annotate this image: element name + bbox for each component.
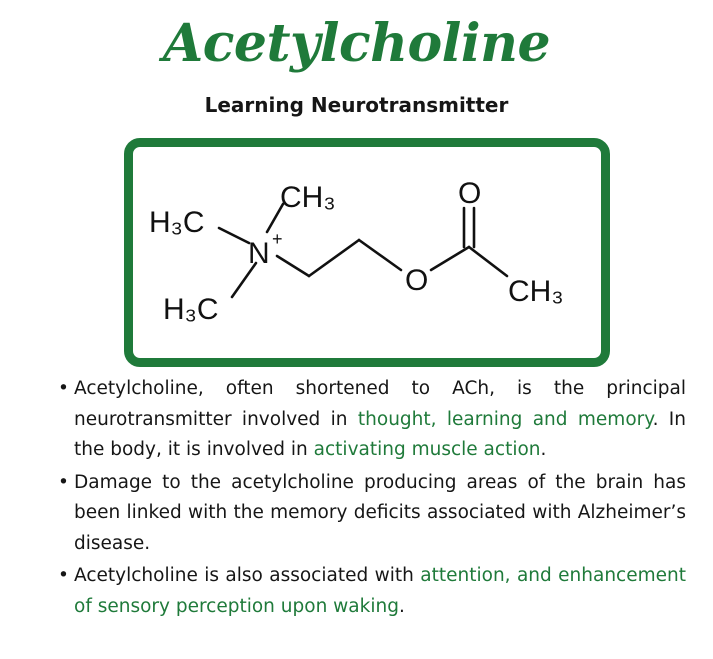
acetylcholine-structure — [133, 147, 601, 358]
page-subtitle: Learning Neurotransmitter — [204, 93, 509, 117]
ch3-right-label: CH₃ — [508, 275, 564, 308]
structure-frame — [124, 138, 610, 367]
fact-text: Damage to the acetylcholine producing areas of the brain has been linked with the memory deficits associated with Alzheimer’s disease. — [74, 471, 686, 554]
fact-text: . — [540, 439, 547, 460]
bond-o-c — [431, 247, 469, 270]
page-title: Acetylcholine — [162, 13, 551, 74]
fact-list — [58, 374, 686, 624]
fact-text: Acetylcholine is also associated with — [74, 565, 421, 586]
highlight-text: attention, and enhancement of sensory perception upon waking — [74, 565, 686, 617]
fact-item — [58, 468, 686, 560]
highlight-text: activating muscle action — [313, 439, 541, 460]
fact-text: Acetylcholine, often shortened to ACh, is the principal neurotransmitter involved in — [74, 378, 686, 430]
oxygen-carbonyl-label: O — [458, 177, 482, 210]
bullet-icon: • — [58, 565, 69, 586]
bond-ch2-o — [359, 240, 401, 270]
h3c-top-label: H₃C — [149, 206, 205, 239]
fact-item — [58, 561, 686, 622]
charge-label: + — [272, 229, 283, 249]
bond-n-h3c-top — [219, 228, 249, 243]
bond-ch2-ch2 — [309, 240, 359, 276]
nitrogen-label: N — [248, 237, 270, 270]
bond-c-ch3 — [469, 247, 507, 276]
oxygen-ester-label: O — [405, 264, 429, 297]
ch3-top-label: CH₃ — [280, 181, 336, 214]
fact-text: . — [398, 595, 405, 617]
bond-n-ch2 — [277, 256, 309, 276]
fact-item — [58, 374, 686, 466]
fact-text: . In the body, it is involved in — [74, 408, 686, 460]
bullet-icon: • — [58, 471, 69, 493]
bullet-icon: • — [58, 378, 69, 399]
highlight-text: thought, learning and memory — [357, 408, 653, 430]
h3c-bottom-label: H₃C — [163, 293, 219, 326]
